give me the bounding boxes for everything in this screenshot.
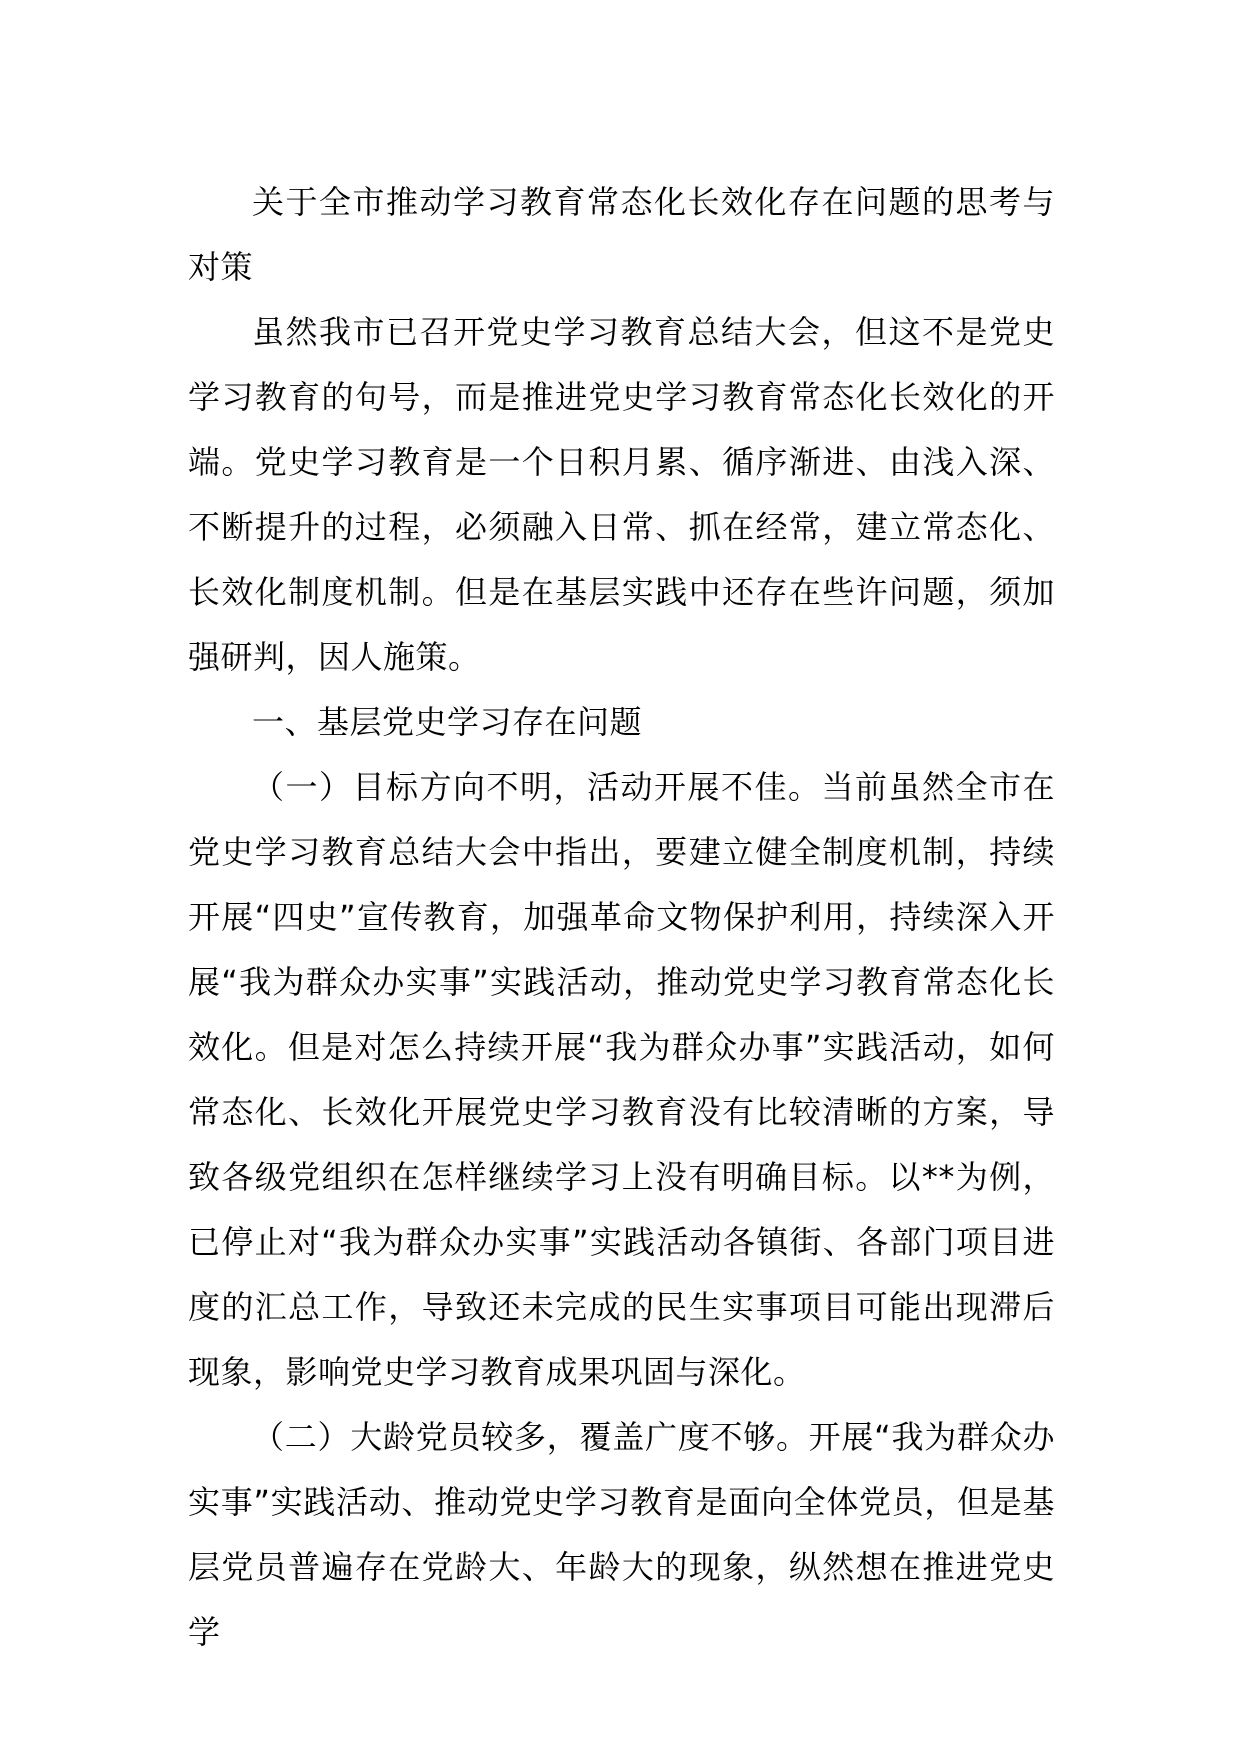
issue-paragraph-2: （二）大龄党员较多，覆盖广度不够。开展“我为群众办实事”实践活动、推动党史学习教育是面向全体党员，但是基层党员普遍存在党龄大、年龄大的现象，纵然想在推进党史学	[188, 1418, 1055, 1651]
document-page	[188, 170, 1055, 1665]
issue-paragraph-1: （一）目标方向不明，活动开展不佳。当前虽然全市在党史学习教育总结大会中指出，要建立健全制度机制，持续开展“四史”宣传教育，加强革命文物保护利用，持续深入开展“我为群众办实事”实践活动，推动党史学习教育常态化长效化。但是对怎么持续开展“我为群众办事”实践活动，如何常态化、长效化开展党史学习教育没有比较清晰的方案，导致各级党组织在怎样继续学习上没有明确目标。以**为例，已停止对“我为群众办实事”实践活动各镇街、各部门项目进度的汇总工作，导致还未完成的民生实事项目可能出现滞后现象，影响党史学习教育成果巩固与深化。	[188, 768, 1055, 1391]
document-title: 关于全市推动学习教育常态化长效化存在问题的思考与对策	[188, 183, 1055, 286]
section-heading: 一、基层党史学习存在问题	[252, 703, 643, 741]
intro-paragraph: 虽然我市已召开党史学习教育总结大会，但这不是党史学习教育的句号，而是推进党史学习教育常态化长效化的开端。党史学习教育是一个日积月累、循序渐进、由浅入深、不断提升的过程，必须融入日常、抓在经常，建立常态化、长效化制度机制。但是在基层实践中还存在些许问题，须加强研判，因人施策。	[188, 313, 1055, 676]
